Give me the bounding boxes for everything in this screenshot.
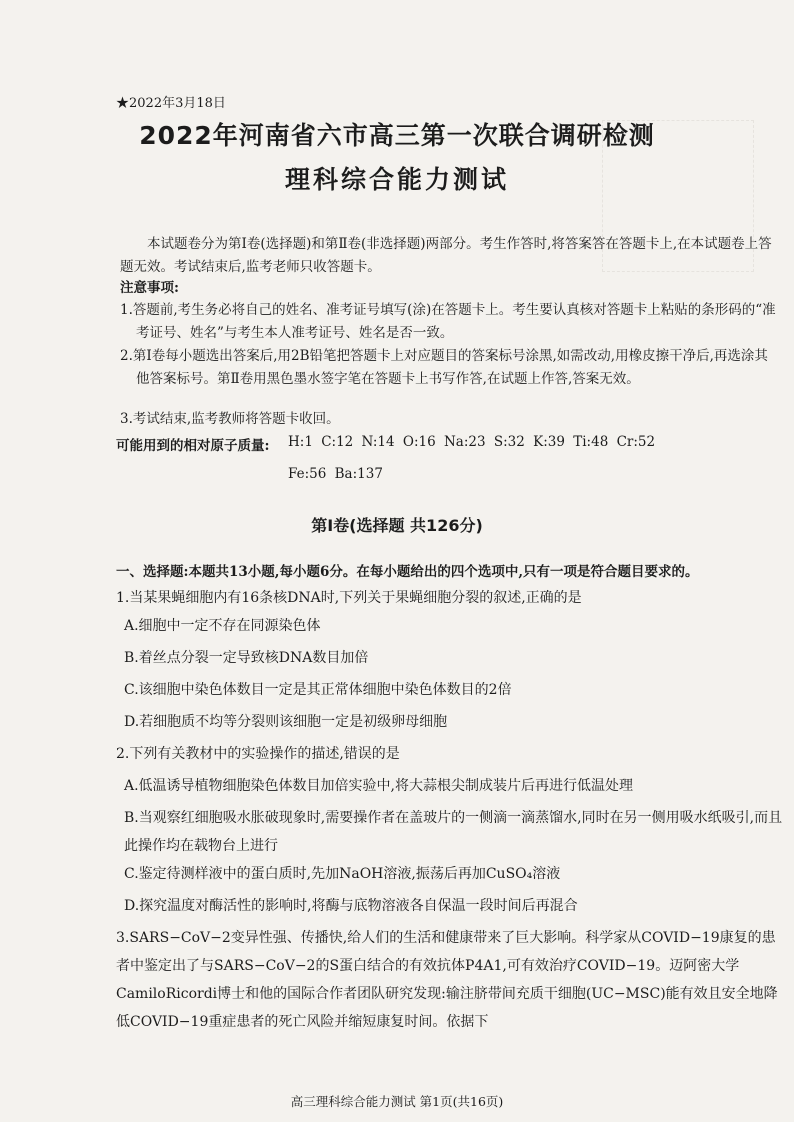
notice-item-1	[120, 299, 780, 345]
atomic-mass-label: 可能用到的相对原子质量:	[116, 438, 270, 454]
question-2-stem: 2.下列有关教材中的实验操作的描述,错误的是	[116, 746, 400, 762]
notice-item-3	[120, 408, 780, 431]
notice-heading: 注意事项:	[120, 280, 179, 296]
question-1-option-a: A.细胞中一定不存在同源染色体	[124, 618, 321, 634]
page-footer: 高三理科综合能力测试 第1页(共16页)	[290, 1094, 504, 1109]
question-3-stem: 3.SARS−CoV−2变异性强、传播快,给人们的生活和健康带来了巨大影响。科学家从COVID−19康复的患者中鉴定出了与SARS−CoV−2的S蛋白结合的有效抗体P4A1,可有效治疗COVID−19。迈阿密大学CamiloRicordi博士和他的国际合作者团队研究发现:输注脐带间充质干细胞(UC−MSC)能有效且安全地降低COVID−19重症患者的死亡风险并缩短康复时间。依据下	[116, 930, 778, 1030]
question-1-option-c: C.该细胞中染色体数目一定是其正常体细胞中染色体数目的2倍	[124, 682, 512, 698]
question-2-option-c: C.鉴定待测样液中的蛋白质时,先加NaOH溶液,振荡后再加CuSO₄溶液	[124, 866, 561, 882]
notice-item-text: 1.答题前,考生务必将自己的姓名、准考证号填写(涂)在答题卡上。考生要认真核对答题卡上粘贴的条形码的“准考证号、姓名”与考生本人准考证号、姓名是否一致。	[120, 302, 776, 341]
question-2-option-b: B.当观察红细胞吸水胀破现象时,需要操作者在盖玻片的一侧滴一滴蒸馏水,同时在另一侧用吸水纸吸引,而且此操作均在载物台上进行	[124, 810, 783, 854]
exam-subtitle: 理科综合能力测试	[284, 165, 509, 194]
question-1-option-b: B.着丝点分裂一定导致核DNA数目加倍	[124, 650, 369, 666]
section-instructions: 一、选择题:本题共13小题,每小题6分。在每小题给出的四个选项中,只有一项是符合题目要求的。	[116, 564, 699, 580]
atomic-mass-line-2: Fe:56 Ba:137	[288, 466, 383, 482]
exam-title: 2022年河南省六市高三第一次联合调研检测	[139, 121, 655, 150]
question-2-option-a: A.低温诱导植物细胞染色体数目加倍实验中,将大蒜根尖制成装片后再进行低温处理	[124, 778, 634, 794]
section-title: 第Ⅰ卷(选择题 共126分)	[311, 516, 483, 535]
notice-item-2	[120, 345, 780, 391]
atomic-mass-line-1: H:1 C:12 N:14 O:16 Na:23 S:32 K:39 Ti:48 Cr:52	[288, 434, 656, 450]
question-1-option-d: D.若细胞质不均等分裂则该细胞一定是初级卵母细胞	[124, 714, 448, 730]
question-2-option-d: D.探究温度对酶活性的影响时,将酶与底物溶液各自保温一段时间后再混合	[124, 898, 578, 914]
notice-item-text: 2.第Ⅰ卷每小题选出答案后,用2B铅笔把答题卡上对应题目的答案标号涂黑,如需改动,用橡皮擦干净后,再选涂其他答案标号。第Ⅱ卷用黑色墨水签字笔在答题卡上书写作答,在试题上作答,答案无效。	[120, 348, 768, 387]
intro-paragraph: 本试题卷分为第Ⅰ卷(选择题)和第Ⅱ卷(非选择题)两部分。考生作答时,将答案答在答题卡上,在本试题卷上答题无效。考试结束后,监考老师只收答题卡。	[120, 236, 772, 275]
question-1-stem: 1.当某果蝇细胞内有16条核DNA时,下列关于果蝇细胞分裂的叙述,正确的是	[116, 590, 582, 606]
exam-date: ★2022年3月18日	[116, 96, 226, 111]
notice-item-text: 3.考试结束,监考教师将答题卡收回。	[120, 411, 340, 427]
